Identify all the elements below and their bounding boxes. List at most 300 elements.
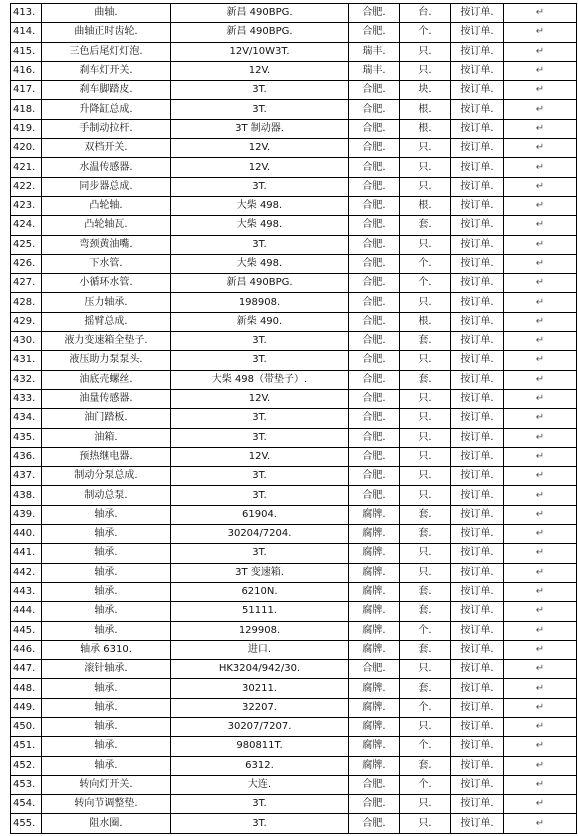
part-name-cell: 转向灯开关.	[42, 775, 171, 794]
part-name-cell: 阻水圈.	[42, 814, 171, 833]
part-spec-cell: 3T.	[171, 544, 349, 563]
order-method-cell: 按订单.	[451, 660, 504, 679]
table-row	[11, 177, 577, 196]
origin-cell: 瑞丰.	[349, 61, 400, 80]
part-spec-cell: 30204/7204.	[171, 525, 349, 544]
order-method-cell: 按订单.	[451, 679, 504, 698]
unit-cell: 只.	[400, 447, 451, 466]
part-spec-cell: 129908.	[171, 621, 349, 640]
part-spec-cell: 6312.	[171, 756, 349, 775]
unit-cell: 套.	[400, 640, 451, 659]
origin-cell: 合肥.	[349, 293, 400, 312]
table-row	[11, 235, 577, 254]
unit-cell: 只.	[400, 351, 451, 370]
order-method-cell: 按订单.	[451, 814, 504, 833]
unit-cell: 个.	[400, 737, 451, 756]
part-spec-cell: 12V.	[171, 447, 349, 466]
table-row	[11, 505, 577, 524]
row-number-cell: 432.	[11, 370, 42, 389]
row-number-cell: 419.	[11, 119, 42, 138]
unit-cell: 个.	[400, 254, 451, 273]
table-row	[11, 274, 577, 293]
order-method-cell: 按订单.	[451, 486, 504, 505]
part-spec-cell: 3T.	[171, 467, 349, 486]
return-mark-cell: ↵	[504, 235, 577, 254]
order-method-cell: 按订单.	[451, 775, 504, 794]
table-row	[11, 370, 577, 389]
return-mark-cell: ↵	[504, 795, 577, 814]
row-number-cell: 450.	[11, 717, 42, 736]
order-method-cell: 按订单.	[451, 582, 504, 601]
parts-table	[10, 3, 577, 834]
part-spec-cell: 新昌 490BPG.	[171, 274, 349, 293]
part-spec-cell: 12V.	[171, 61, 349, 80]
unit-cell: 只.	[400, 235, 451, 254]
origin-cell: 瑞丰.	[349, 42, 400, 61]
row-number-cell: 434.	[11, 409, 42, 428]
origin-cell: 合肥.	[349, 23, 400, 42]
part-spec-cell: 12V.	[171, 158, 349, 177]
part-name-cell: 凸轮轴.	[42, 196, 171, 215]
origin-cell: 腐牌.	[349, 698, 400, 717]
part-spec-cell: 3T.	[171, 235, 349, 254]
origin-cell: 合肥.	[349, 235, 400, 254]
unit-cell: 个.	[400, 274, 451, 293]
origin-cell: 合肥.	[349, 216, 400, 235]
order-method-cell: 按订单.	[451, 42, 504, 61]
return-mark-cell: ↵	[504, 351, 577, 370]
return-mark-cell: ↵	[504, 717, 577, 736]
part-name-cell: 升降缸总成.	[42, 100, 171, 119]
part-name-cell: 轴承.	[42, 525, 171, 544]
part-spec-cell: 30211.	[171, 679, 349, 698]
part-spec-cell: 新昌 490BPG.	[171, 23, 349, 42]
parts-table-body	[11, 4, 577, 834]
row-number-cell: 455.	[11, 814, 42, 833]
order-method-cell: 按订单.	[451, 4, 504, 23]
table-row	[11, 814, 577, 833]
part-name-cell: 轴承.	[42, 505, 171, 524]
part-name-cell: 三色后尾灯灯泡.	[42, 42, 171, 61]
unit-cell: 台.	[400, 4, 451, 23]
origin-cell: 腐牌.	[349, 756, 400, 775]
table-row	[11, 81, 577, 100]
table-row	[11, 467, 577, 486]
unit-cell: 只.	[400, 428, 451, 447]
part-name-cell: 轴承.	[42, 563, 171, 582]
origin-cell: 腐牌.	[349, 737, 400, 756]
return-mark-cell: ↵	[504, 389, 577, 408]
return-mark-cell: ↵	[504, 467, 577, 486]
unit-cell: 套.	[400, 525, 451, 544]
order-method-cell: 按订单.	[451, 254, 504, 273]
table-row	[11, 525, 577, 544]
unit-cell: 只.	[400, 42, 451, 61]
unit-cell: 根.	[400, 119, 451, 138]
row-number-cell: 427.	[11, 274, 42, 293]
part-spec-cell: 3T 制动器.	[171, 119, 349, 138]
order-method-cell: 按订单.	[451, 81, 504, 100]
part-spec-cell: 3T.	[171, 81, 349, 100]
return-mark-cell: ↵	[504, 660, 577, 679]
return-mark-cell: ↵	[504, 737, 577, 756]
unit-cell: 只.	[400, 717, 451, 736]
return-mark-cell: ↵	[504, 486, 577, 505]
order-method-cell: 按订单.	[451, 505, 504, 524]
origin-cell: 合肥.	[349, 177, 400, 196]
part-name-cell: 刹车脚踏皮.	[42, 81, 171, 100]
unit-cell: 块.	[400, 81, 451, 100]
part-spec-cell: 32207.	[171, 698, 349, 717]
table-row	[11, 544, 577, 563]
part-name-cell: 下水管.	[42, 254, 171, 273]
part-spec-cell: 980811T.	[171, 737, 349, 756]
origin-cell: 腐牌.	[349, 640, 400, 659]
part-name-cell: 刹车灯开关.	[42, 61, 171, 80]
order-method-cell: 按订单.	[451, 544, 504, 563]
part-spec-cell: 新昌 490BPG.	[171, 4, 349, 23]
origin-cell: 合肥.	[349, 196, 400, 215]
origin-cell: 合肥.	[349, 332, 400, 351]
order-method-cell: 按订单.	[451, 467, 504, 486]
part-spec-cell: 3T.	[171, 795, 349, 814]
part-spec-cell: 大柴 498.	[171, 196, 349, 215]
return-mark-cell: ↵	[504, 505, 577, 524]
table-row	[11, 563, 577, 582]
origin-cell: 合肥.	[349, 409, 400, 428]
origin-cell: 腐牌.	[349, 621, 400, 640]
unit-cell: 只.	[400, 409, 451, 428]
unit-cell: 只.	[400, 158, 451, 177]
table-row	[11, 640, 577, 659]
parts-table-container	[10, 3, 576, 834]
row-number-cell: 417.	[11, 81, 42, 100]
return-mark-cell: ↵	[504, 814, 577, 833]
order-method-cell: 按订单.	[451, 602, 504, 621]
unit-cell: 套.	[400, 370, 451, 389]
row-number-cell: 449.	[11, 698, 42, 717]
part-spec-cell: 3T.	[171, 332, 349, 351]
part-spec-cell: 3T.	[171, 486, 349, 505]
part-name-cell: 双档开关.	[42, 139, 171, 158]
table-row	[11, 4, 577, 23]
return-mark-cell: ↵	[504, 756, 577, 775]
order-method-cell: 按订单.	[451, 640, 504, 659]
order-method-cell: 按订单.	[451, 351, 504, 370]
part-name-cell: 轴承.	[42, 602, 171, 621]
row-number-cell: 435.	[11, 428, 42, 447]
part-name-cell: 轴承 6310.	[42, 640, 171, 659]
table-row	[11, 139, 577, 158]
return-mark-cell: ↵	[504, 216, 577, 235]
return-mark-cell: ↵	[504, 81, 577, 100]
row-number-cell: 415.	[11, 42, 42, 61]
part-spec-cell: 3T.	[171, 100, 349, 119]
order-method-cell: 按订单.	[451, 293, 504, 312]
unit-cell: 套.	[400, 679, 451, 698]
table-row	[11, 621, 577, 640]
origin-cell: 腐牌.	[349, 717, 400, 736]
row-number-cell: 440.	[11, 525, 42, 544]
origin-cell: 腐牌.	[349, 602, 400, 621]
row-number-cell: 453.	[11, 775, 42, 794]
origin-cell: 合肥.	[349, 814, 400, 833]
row-number-cell: 441.	[11, 544, 42, 563]
row-number-cell: 447.	[11, 660, 42, 679]
row-number-cell: 445.	[11, 621, 42, 640]
row-number-cell: 442.	[11, 563, 42, 582]
return-mark-cell: ↵	[504, 582, 577, 601]
unit-cell: 个.	[400, 621, 451, 640]
return-mark-cell: ↵	[504, 274, 577, 293]
row-number-cell: 420.	[11, 139, 42, 158]
table-row	[11, 679, 577, 698]
return-mark-cell: ↵	[504, 525, 577, 544]
unit-cell: 套.	[400, 216, 451, 235]
origin-cell: 合肥.	[349, 4, 400, 23]
part-spec-cell: 30207/7207.	[171, 717, 349, 736]
order-method-cell: 按订单.	[451, 698, 504, 717]
part-name-cell: 制动总泵.	[42, 486, 171, 505]
row-number-cell: 433.	[11, 389, 42, 408]
origin-cell: 腐牌.	[349, 544, 400, 563]
order-method-cell: 按订单.	[451, 737, 504, 756]
part-name-cell: 液压助力泵泵头.	[42, 351, 171, 370]
row-number-cell: 443.	[11, 582, 42, 601]
unit-cell: 只.	[400, 389, 451, 408]
unit-cell: 只.	[400, 795, 451, 814]
return-mark-cell: ↵	[504, 119, 577, 138]
row-number-cell: 430.	[11, 332, 42, 351]
order-method-cell: 按订单.	[451, 370, 504, 389]
origin-cell: 腐牌.	[349, 563, 400, 582]
part-name-cell: 凸轮轴瓦.	[42, 216, 171, 235]
return-mark-cell: ↵	[504, 312, 577, 331]
part-name-cell: 水温传感器.	[42, 158, 171, 177]
part-spec-cell: 3T.	[171, 177, 349, 196]
return-mark-cell: ↵	[504, 544, 577, 563]
table-row	[11, 61, 577, 80]
part-spec-cell: 3T.	[171, 814, 349, 833]
return-mark-cell: ↵	[504, 409, 577, 428]
order-method-cell: 按订单.	[451, 428, 504, 447]
return-mark-cell: ↵	[504, 332, 577, 351]
table-row	[11, 293, 577, 312]
return-mark-cell: ↵	[504, 679, 577, 698]
table-row	[11, 23, 577, 42]
part-spec-cell: 大柴 498.	[171, 254, 349, 273]
table-row	[11, 254, 577, 273]
return-mark-cell: ↵	[504, 640, 577, 659]
table-row	[11, 775, 577, 794]
order-method-cell: 按订单.	[451, 563, 504, 582]
return-mark-cell: ↵	[504, 293, 577, 312]
part-name-cell: 压力轴承.	[42, 293, 171, 312]
row-number-cell: 431.	[11, 351, 42, 370]
table-row	[11, 795, 577, 814]
return-mark-cell: ↵	[504, 23, 577, 42]
row-number-cell: 454.	[11, 795, 42, 814]
part-spec-cell: 12V.	[171, 139, 349, 158]
row-number-cell: 421.	[11, 158, 42, 177]
return-mark-cell: ↵	[504, 100, 577, 119]
row-number-cell: 425.	[11, 235, 42, 254]
part-name-cell: 预热继电器.	[42, 447, 171, 466]
origin-cell: 合肥.	[349, 660, 400, 679]
return-mark-cell: ↵	[504, 139, 577, 158]
part-spec-cell: 3T 变速箱.	[171, 563, 349, 582]
order-method-cell: 按订单.	[451, 312, 504, 331]
return-mark-cell: ↵	[504, 370, 577, 389]
part-name-cell: 制动分泵总成.	[42, 467, 171, 486]
unit-cell: 只.	[400, 177, 451, 196]
unit-cell: 套.	[400, 582, 451, 601]
unit-cell: 只.	[400, 61, 451, 80]
origin-cell: 合肥.	[349, 351, 400, 370]
order-method-cell: 按订单.	[451, 717, 504, 736]
table-row	[11, 216, 577, 235]
origin-cell: 合肥.	[349, 389, 400, 408]
unit-cell: 只.	[400, 660, 451, 679]
table-row	[11, 42, 577, 61]
unit-cell: 根.	[400, 312, 451, 331]
origin-cell: 合肥.	[349, 119, 400, 138]
origin-cell: 合肥.	[349, 274, 400, 293]
table-row	[11, 756, 577, 775]
unit-cell: 个.	[400, 775, 451, 794]
return-mark-cell: ↵	[504, 42, 577, 61]
unit-cell: 只.	[400, 486, 451, 505]
order-method-cell: 按订单.	[451, 158, 504, 177]
part-name-cell: 液力变速箱全垫子.	[42, 332, 171, 351]
part-spec-cell: 61904.	[171, 505, 349, 524]
order-method-cell: 按订单.	[451, 100, 504, 119]
origin-cell: 合肥.	[349, 100, 400, 119]
origin-cell: 合肥.	[349, 775, 400, 794]
origin-cell: 合肥.	[349, 81, 400, 100]
part-name-cell: 轴承.	[42, 582, 171, 601]
row-number-cell: 423.	[11, 196, 42, 215]
return-mark-cell: ↵	[504, 4, 577, 23]
part-name-cell: 轴承.	[42, 737, 171, 756]
unit-cell: 套.	[400, 505, 451, 524]
return-mark-cell: ↵	[504, 775, 577, 794]
table-row	[11, 660, 577, 679]
part-spec-cell: 12V/10W3T.	[171, 42, 349, 61]
part-name-cell: 摇臂总成.	[42, 312, 171, 331]
row-number-cell: 451.	[11, 737, 42, 756]
part-spec-cell: 6210N.	[171, 582, 349, 601]
origin-cell: 合肥.	[349, 139, 400, 158]
part-spec-cell: 3T.	[171, 409, 349, 428]
table-row	[11, 602, 577, 621]
order-method-cell: 按订单.	[451, 332, 504, 351]
part-spec-cell: 51111.	[171, 602, 349, 621]
part-spec-cell: 3T.	[171, 351, 349, 370]
origin-cell: 腐牌.	[349, 582, 400, 601]
order-method-cell: 按订单.	[451, 409, 504, 428]
table-row	[11, 428, 577, 447]
return-mark-cell: ↵	[504, 447, 577, 466]
origin-cell: 腐牌.	[349, 525, 400, 544]
table-row	[11, 158, 577, 177]
part-name-cell: 滚针轴承.	[42, 660, 171, 679]
part-name-cell: 轴承.	[42, 544, 171, 563]
unit-cell: 个.	[400, 23, 451, 42]
part-name-cell: 轴承.	[42, 756, 171, 775]
row-number-cell: 436.	[11, 447, 42, 466]
part-name-cell: 轴承.	[42, 698, 171, 717]
part-name-cell: 曲轴.	[42, 4, 171, 23]
table-row	[11, 698, 577, 717]
row-number-cell: 413.	[11, 4, 42, 23]
part-name-cell: 轴承.	[42, 679, 171, 698]
origin-cell: 合肥.	[349, 795, 400, 814]
row-number-cell: 428.	[11, 293, 42, 312]
part-name-cell: 轴承.	[42, 717, 171, 736]
origin-cell: 合肥.	[349, 370, 400, 389]
order-method-cell: 按订单.	[451, 139, 504, 158]
row-number-cell: 437.	[11, 467, 42, 486]
part-spec-cell: 12V.	[171, 389, 349, 408]
table-row	[11, 486, 577, 505]
row-number-cell: 448.	[11, 679, 42, 698]
row-number-cell: 452.	[11, 756, 42, 775]
row-number-cell: 424.	[11, 216, 42, 235]
order-method-cell: 按订单.	[451, 795, 504, 814]
row-number-cell: 418.	[11, 100, 42, 119]
part-name-cell: 油量传感器.	[42, 389, 171, 408]
origin-cell: 合肥.	[349, 447, 400, 466]
return-mark-cell: ↵	[504, 254, 577, 273]
order-method-cell: 按订单.	[451, 525, 504, 544]
table-row	[11, 447, 577, 466]
part-spec-cell: 进口.	[171, 640, 349, 659]
table-row	[11, 389, 577, 408]
unit-cell: 套.	[400, 756, 451, 775]
part-name-cell: 同步器总成.	[42, 177, 171, 196]
order-method-cell: 按订单.	[451, 447, 504, 466]
unit-cell: 只.	[400, 139, 451, 158]
unit-cell: 根.	[400, 100, 451, 119]
part-name-cell: 油门踏板.	[42, 409, 171, 428]
row-number-cell: 444.	[11, 602, 42, 621]
part-spec-cell: HK3204/942/30.	[171, 660, 349, 679]
return-mark-cell: ↵	[504, 61, 577, 80]
unit-cell: 根.	[400, 196, 451, 215]
unit-cell: 套.	[400, 602, 451, 621]
return-mark-cell: ↵	[504, 602, 577, 621]
return-mark-cell: ↵	[504, 177, 577, 196]
return-mark-cell: ↵	[504, 158, 577, 177]
row-number-cell: 426.	[11, 254, 42, 273]
row-number-cell: 439.	[11, 505, 42, 524]
origin-cell: 腐牌.	[349, 679, 400, 698]
part-name-cell: 曲轴正时齿轮.	[42, 23, 171, 42]
order-method-cell: 按订单.	[451, 274, 504, 293]
order-method-cell: 按订单.	[451, 216, 504, 235]
order-method-cell: 按订单.	[451, 119, 504, 138]
table-row	[11, 100, 577, 119]
order-method-cell: 按订单.	[451, 61, 504, 80]
order-method-cell: 按订单.	[451, 756, 504, 775]
part-name-cell: 小循环水管.	[42, 274, 171, 293]
table-row	[11, 409, 577, 428]
unit-cell: 套.	[400, 332, 451, 351]
unit-cell: 只.	[400, 544, 451, 563]
unit-cell: 个.	[400, 698, 451, 717]
unit-cell: 只.	[400, 293, 451, 312]
